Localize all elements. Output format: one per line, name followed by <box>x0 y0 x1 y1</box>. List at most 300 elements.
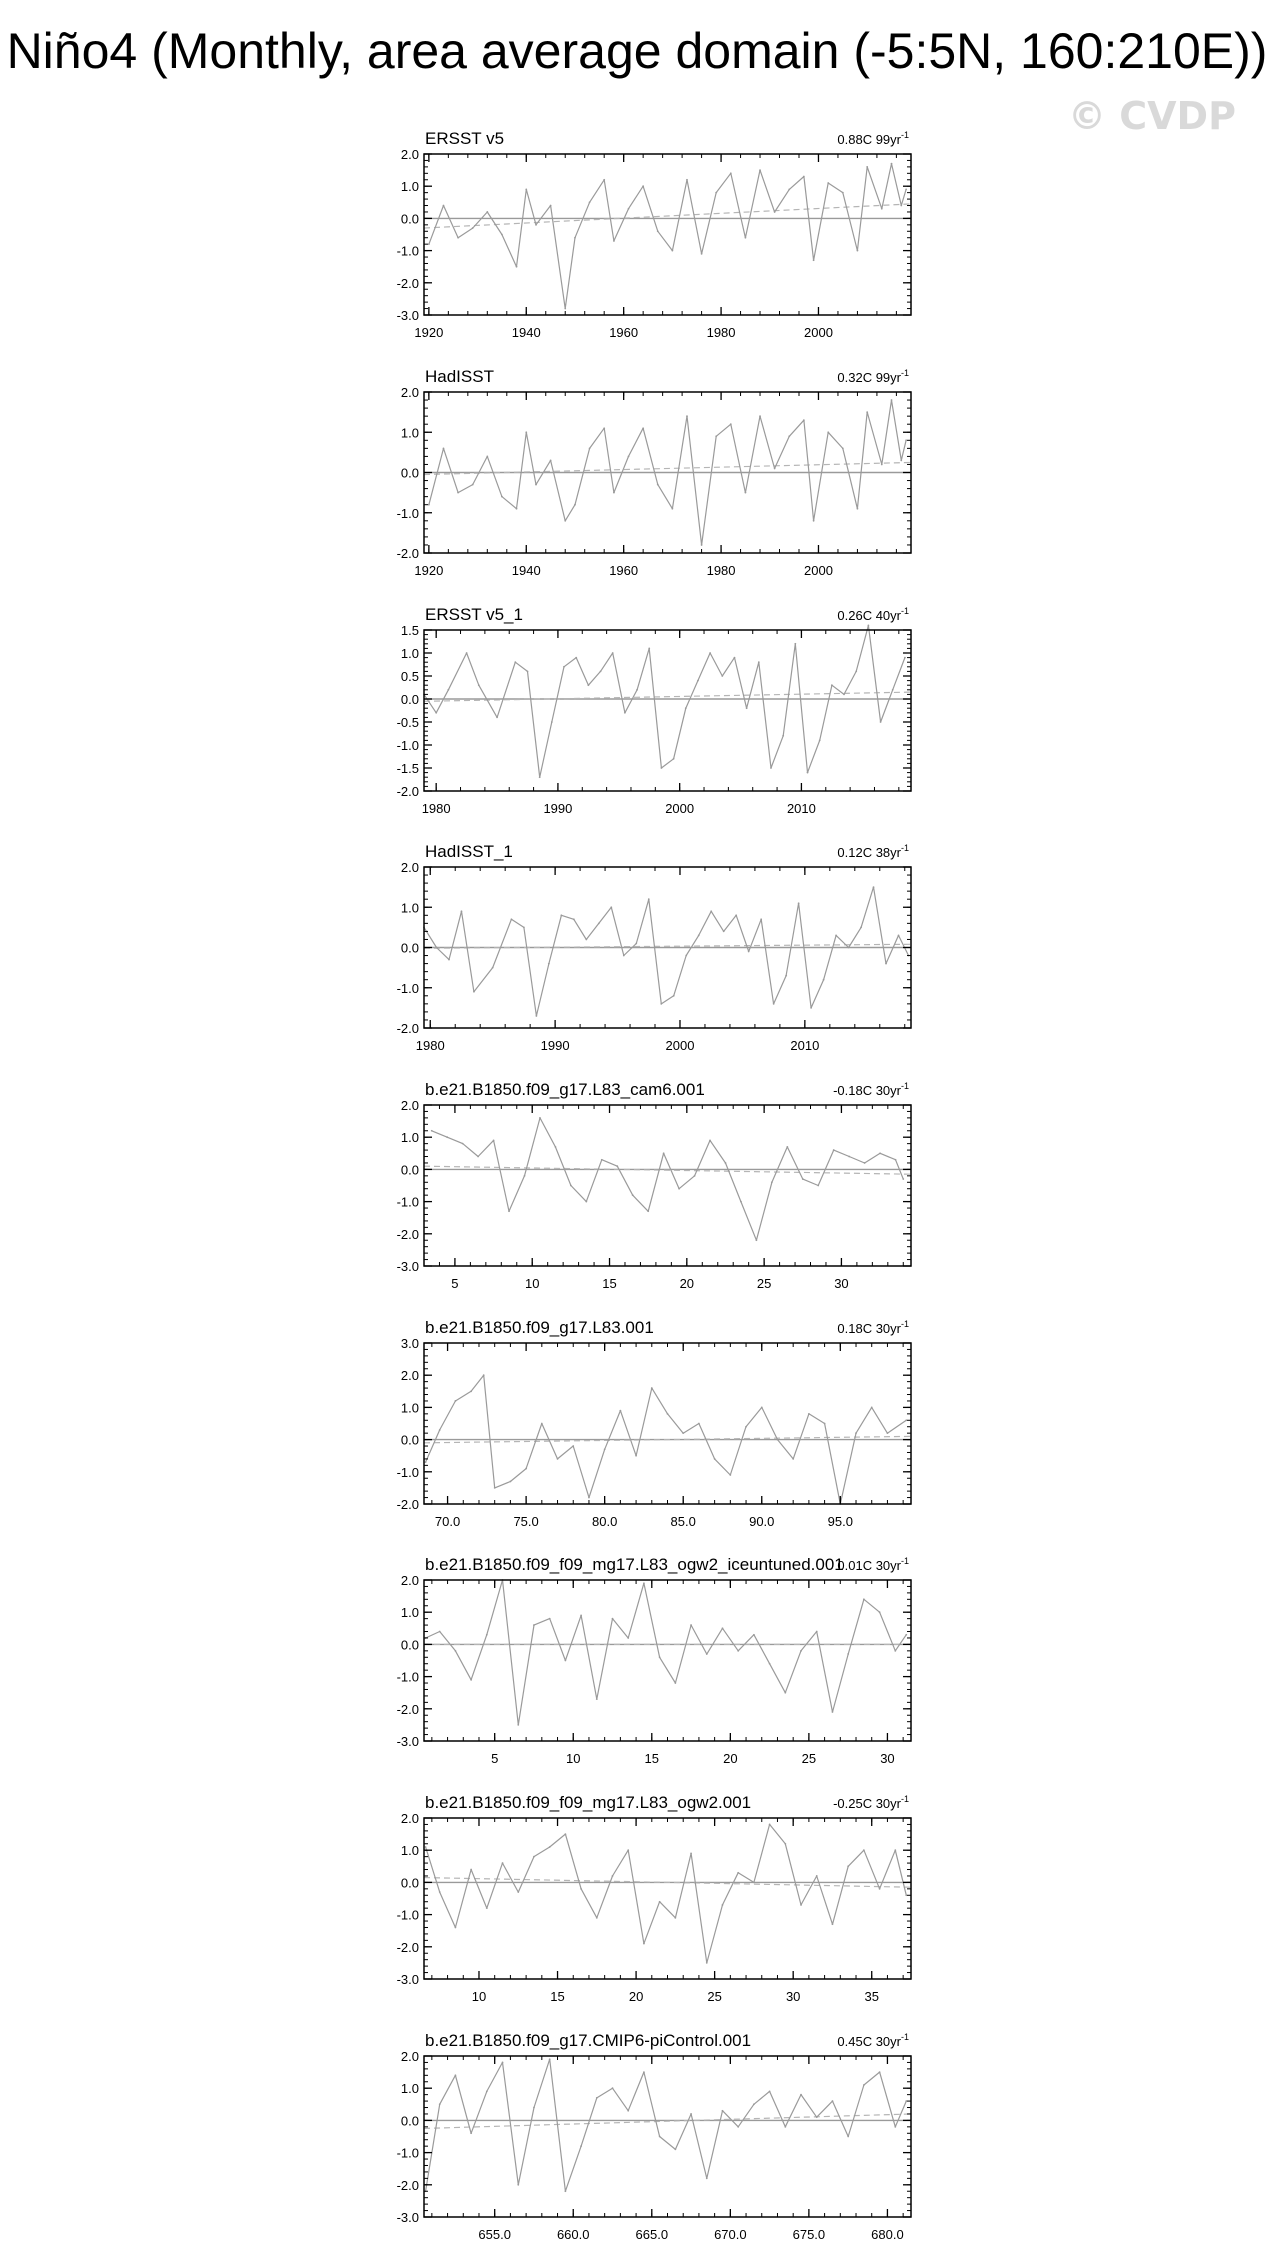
data-point <box>493 1140 495 1142</box>
x-tick-label: 5 <box>491 1751 499 1766</box>
plot-frame <box>424 2056 911 2217</box>
x-tick-label: 30 <box>880 1751 895 1766</box>
x-tick-label: 2000 <box>665 801 695 816</box>
x-tick-label: 1980 <box>706 325 736 340</box>
x-tick-label: 20 <box>679 1276 695 1291</box>
data-point <box>730 172 732 174</box>
data-point <box>863 2084 865 2086</box>
data-point <box>425 1846 427 1848</box>
data-point <box>725 1162 727 1164</box>
data-point <box>549 2058 551 2060</box>
data-point <box>905 1894 907 1896</box>
data-point <box>722 1627 724 1629</box>
data-point <box>635 1455 637 1457</box>
data-point <box>596 1917 598 1919</box>
data-point <box>715 192 717 194</box>
data-point <box>588 1497 590 1499</box>
data-point <box>428 243 430 245</box>
data-point <box>817 1185 819 1187</box>
data-point <box>486 2091 488 2093</box>
data-point <box>755 1239 757 1241</box>
series-line <box>426 2059 907 2191</box>
data-point <box>784 1843 786 1845</box>
x-tick-label: 35 <box>864 1989 879 2004</box>
data-point <box>785 975 787 977</box>
x-tick-label: 25 <box>801 1751 817 1766</box>
y-tick-label: 3.0 <box>400 1336 419 1351</box>
data-point <box>533 2107 535 2109</box>
data-point <box>612 1618 614 1620</box>
data-point <box>682 1432 684 1434</box>
data-point <box>628 456 630 458</box>
data-point <box>842 192 844 194</box>
data-point <box>483 1374 485 1376</box>
x-tick-label: 90.0 <box>749 1514 775 1529</box>
data-point <box>864 1162 866 1164</box>
data-point <box>881 208 883 210</box>
data-point <box>800 1650 802 1652</box>
data-point <box>627 1637 629 1639</box>
data-point <box>470 2132 472 2134</box>
data-point <box>674 2148 676 2150</box>
panel-8 <box>397 1793 911 2004</box>
plot-frame <box>424 1580 911 1741</box>
data-point <box>555 1146 557 1148</box>
y-tick-label: 0.0 <box>400 465 419 481</box>
data-point <box>894 1650 896 1652</box>
panel-title: ERSST v5_1 <box>425 605 523 624</box>
y-tick-label: 2.0 <box>400 1098 419 1113</box>
data-point <box>706 1962 708 1964</box>
data-point <box>564 520 566 522</box>
data-point <box>466 652 468 654</box>
data-point <box>808 1413 810 1415</box>
data-point <box>759 415 761 417</box>
trend-superscript: -1 <box>900 1556 909 1566</box>
data-point <box>502 2062 504 2064</box>
data-point <box>516 508 518 510</box>
data-point <box>827 182 829 184</box>
data-point <box>855 1432 857 1434</box>
data-point <box>788 189 790 191</box>
data-point <box>548 963 550 965</box>
data-point <box>580 1615 582 1617</box>
data-point <box>760 918 762 920</box>
x-tick-label: 5 <box>451 1276 459 1291</box>
y-tick-label: -2.0 <box>396 1497 419 1512</box>
data-point <box>898 935 900 937</box>
data-point <box>892 689 894 691</box>
y-tick-label: 0.0 <box>400 1875 419 1891</box>
y-tick-label: -2.0 <box>396 1939 419 1955</box>
data-point <box>612 2087 614 2089</box>
data-point <box>642 185 644 187</box>
data-point <box>580 1888 582 1890</box>
trend-value: 0.01C 30yr <box>837 1558 901 1573</box>
data-point <box>470 1390 472 1392</box>
data-point <box>694 1175 696 1177</box>
data-point <box>470 1679 472 1681</box>
data-point <box>824 1423 826 1425</box>
data-point <box>761 1407 763 1409</box>
panel-title: HadISST <box>425 367 494 386</box>
data-point <box>894 1849 896 1851</box>
data-point <box>777 1439 779 1441</box>
x-tick-label: 1960 <box>609 325 639 340</box>
data-point <box>596 1698 598 1700</box>
x-tick-label: 15 <box>602 1276 617 1291</box>
data-point <box>470 1869 472 1871</box>
data-point <box>737 1650 739 1652</box>
x-tick-label: 10 <box>471 1989 487 2004</box>
x-tick-label: 665.0 <box>635 2227 669 2242</box>
data-point <box>891 163 893 165</box>
data-point <box>457 492 459 494</box>
y-tick-label: -0.5 <box>396 715 419 730</box>
data-point <box>746 707 748 709</box>
plot-frame <box>424 1105 911 1266</box>
data-point <box>722 2110 724 2112</box>
data-point <box>486 456 488 458</box>
data-point <box>782 735 784 737</box>
data-point <box>706 1653 708 1655</box>
trend-value: -0.18C 30yr <box>833 1083 901 1098</box>
y-tick-label: 0.0 <box>400 692 419 707</box>
data-point <box>827 431 829 433</box>
data-point <box>585 1201 587 1203</box>
panel-6 <box>397 1318 911 1529</box>
data-point <box>900 460 902 462</box>
data-point <box>539 776 541 778</box>
data-point <box>855 671 857 673</box>
data-point <box>575 657 577 659</box>
x-tick-label: 20 <box>723 1751 738 1766</box>
panel-7 <box>397 1555 911 1766</box>
data-point <box>803 176 805 178</box>
data-point <box>674 1917 676 1919</box>
data-point <box>563 666 565 668</box>
data-point <box>613 492 615 494</box>
data-point <box>455 1927 457 1929</box>
plot-frame <box>424 630 911 791</box>
data-point <box>729 1474 731 1476</box>
panel-title: b.e21.B1850.f09_g17.CMIP6-piControl.001 <box>425 2031 752 2050</box>
data-point <box>832 1923 834 1925</box>
trend-label <box>837 368 909 385</box>
data-point <box>813 520 815 522</box>
data-point <box>753 1882 755 1884</box>
data-point <box>881 464 883 466</box>
data-point <box>857 508 859 510</box>
trend-superscript: -1 <box>900 130 909 140</box>
data-point <box>486 1634 488 1636</box>
data-point <box>685 707 687 709</box>
x-tick-label: 1980 <box>706 563 736 578</box>
data-point <box>659 1656 661 1658</box>
data-point <box>723 931 725 933</box>
data-point <box>887 1432 889 1434</box>
data-point <box>517 1891 519 1893</box>
data-point <box>788 435 790 437</box>
data-point <box>564 308 566 310</box>
data-point <box>690 2113 692 2115</box>
data-point <box>462 1143 464 1145</box>
trend-superscript: -1 <box>900 606 909 616</box>
y-tick-label: 1.5 <box>400 623 419 638</box>
data-point <box>525 431 527 433</box>
y-tick-label: -3.0 <box>396 1972 419 1987</box>
data-point <box>773 1003 775 1005</box>
data-point <box>461 910 463 912</box>
trend-line <box>424 204 911 228</box>
data-point <box>905 439 907 441</box>
data-point <box>714 1458 716 1460</box>
data-point <box>589 201 591 203</box>
data-point <box>800 2094 802 2096</box>
data-point <box>502 1862 504 1864</box>
data-point <box>745 237 747 239</box>
data-point <box>807 772 809 774</box>
data-point <box>904 657 906 659</box>
data-point <box>439 1891 441 1893</box>
panel-title: b.e21.B1850.f09_g17.L83_cam6.001 <box>425 1080 705 1099</box>
data-point <box>905 2100 907 2102</box>
data-point <box>642 427 644 429</box>
y-tick-label: 1.0 <box>400 1130 419 1146</box>
y-tick-label: 0.5 <box>400 669 419 684</box>
data-point <box>511 918 513 920</box>
y-tick-label: 0.0 <box>400 211 419 227</box>
data-point <box>737 2126 739 2128</box>
y-tick-label: -2.0 <box>396 2177 419 2193</box>
data-point <box>527 671 529 673</box>
data-point <box>473 991 475 993</box>
x-tick-label: 15 <box>644 1751 660 1766</box>
data-point <box>573 918 575 920</box>
data-point <box>660 1003 662 1005</box>
y-tick-label: -2.0 <box>396 546 419 561</box>
x-tick-label: 1920 <box>414 325 444 340</box>
data-point <box>771 1181 773 1183</box>
x-tick-label: 80.0 <box>592 1514 618 1529</box>
data-point <box>701 253 703 255</box>
data-point <box>847 1865 849 1867</box>
data-point <box>810 1007 812 1009</box>
data-point <box>472 227 474 229</box>
data-point <box>616 1165 618 1167</box>
data-point <box>564 1660 566 1662</box>
x-tick-label: 1940 <box>511 325 541 340</box>
data-point <box>879 1611 881 1613</box>
y-tick-label: 1.0 <box>400 179 419 195</box>
trend-label <box>833 1081 909 1098</box>
data-point <box>635 943 637 945</box>
x-tick-label: 1980 <box>415 1038 445 1053</box>
data-point <box>496 717 498 719</box>
data-point <box>574 504 576 506</box>
data-point <box>753 1634 755 1636</box>
data-point <box>722 1904 724 1906</box>
y-tick-label: -3.0 <box>396 1734 419 1749</box>
y-tick-label: -2.0 <box>396 1226 419 1242</box>
plot-frame <box>424 1818 911 1979</box>
y-tick-label: -1.0 <box>396 1464 419 1480</box>
y-tick-label: -1.0 <box>396 2145 419 2161</box>
y-tick-label: -3.0 <box>396 1259 419 1274</box>
data-point <box>612 1875 614 1877</box>
data-point <box>492 967 494 969</box>
data-point <box>686 415 688 417</box>
data-point <box>549 1846 551 1848</box>
data-point <box>671 508 673 510</box>
data-point <box>794 643 796 645</box>
trend-line <box>424 1166 911 1174</box>
data-point <box>753 2103 755 2105</box>
data-point <box>550 205 552 207</box>
data-point <box>873 886 875 888</box>
y-tick-label: 2.0 <box>400 147 419 162</box>
data-point <box>439 1429 441 1431</box>
data-point <box>648 648 650 650</box>
data-point <box>769 1663 771 1665</box>
data-point <box>709 652 711 654</box>
data-point <box>596 2097 598 2099</box>
series-line <box>426 1580 907 1725</box>
data-point <box>685 955 687 957</box>
data-point <box>715 435 717 437</box>
data-point <box>601 1159 603 1161</box>
y-tick-label: 0.0 <box>400 1637 419 1653</box>
data-point <box>848 1156 850 1158</box>
y-tick-label: 1.0 <box>400 1605 419 1621</box>
data-point <box>745 1426 747 1428</box>
data-point <box>643 1582 645 1584</box>
data-point <box>501 234 503 236</box>
data-point <box>671 250 673 252</box>
data-point <box>895 1159 897 1161</box>
data-point <box>478 684 480 686</box>
data-point <box>706 2177 708 2179</box>
y-tick-label: 2.0 <box>400 1368 419 1384</box>
data-point <box>477 1156 479 1158</box>
data-point <box>636 689 638 691</box>
data-point <box>455 2074 457 2076</box>
data-point <box>604 1448 606 1450</box>
trend-label <box>837 2032 909 2049</box>
x-tick-label: 70.0 <box>434 1514 461 1529</box>
data-point <box>759 169 761 171</box>
data-point <box>560 914 562 916</box>
data-point <box>866 166 868 168</box>
trend-superscript: -1 <box>900 1081 909 1091</box>
data-point <box>833 1149 835 1151</box>
data-point <box>624 712 626 714</box>
data-point <box>905 1634 907 1636</box>
trend-label <box>837 130 909 147</box>
data-point <box>686 179 688 181</box>
data-point <box>867 625 869 627</box>
data-point <box>657 484 659 486</box>
data-point <box>455 1650 457 1652</box>
plot-frame <box>424 154 911 315</box>
data-point <box>589 447 591 449</box>
panel-4 <box>397 842 911 1053</box>
data-point <box>425 1461 427 1463</box>
data-point <box>651 1387 653 1389</box>
data-point <box>835 935 837 937</box>
data-point <box>816 1875 818 1877</box>
data-point <box>902 1178 904 1180</box>
x-tick-label: 670.0 <box>714 2227 747 2242</box>
data-point <box>494 1487 496 1489</box>
data-point <box>879 2071 881 2073</box>
data-point <box>517 2184 519 2186</box>
trend-value: -0.25C 30yr <box>833 1796 901 1811</box>
trend-value: 0.88C 99yr <box>837 132 901 147</box>
data-point <box>572 1445 574 1447</box>
data-point <box>508 1210 510 1212</box>
data-point <box>612 652 614 654</box>
trend-label <box>837 606 909 623</box>
x-tick-label: 1990 <box>543 801 573 816</box>
data-point <box>673 758 675 760</box>
data-point <box>455 1400 457 1402</box>
data-point <box>803 419 805 421</box>
panel-1 <box>397 129 911 340</box>
data-point <box>525 189 527 191</box>
y-tick-label: 2.0 <box>400 1573 419 1588</box>
data-point <box>524 1175 526 1177</box>
data-point <box>486 1907 488 1909</box>
data-point <box>436 947 438 949</box>
y-tick-label: 2.0 <box>400 2049 419 2064</box>
data-point <box>819 740 821 742</box>
data-point <box>857 250 859 252</box>
y-tick-label: -1.0 <box>396 1669 419 1685</box>
x-tick-label: 1990 <box>540 1038 570 1053</box>
data-point <box>447 689 449 691</box>
y-tick-label: -1.0 <box>396 243 419 259</box>
x-tick-label: 20 <box>628 1989 644 2004</box>
data-point <box>533 1624 535 1626</box>
data-point <box>866 411 868 413</box>
data-point <box>564 1833 566 1835</box>
data-point <box>627 1849 629 1851</box>
data-point <box>905 189 907 191</box>
y-tick-label: 2.0 <box>400 385 419 400</box>
trend-superscript: -1 <box>900 2032 909 2042</box>
x-tick-label: 660.0 <box>556 2227 590 2242</box>
x-tick-label: 30 <box>785 1989 801 2004</box>
data-point <box>737 1872 739 1874</box>
trend-superscript: -1 <box>900 843 909 853</box>
data-point <box>514 661 516 663</box>
y-tick-label: -2.0 <box>396 1021 419 1036</box>
data-point <box>439 1631 441 1633</box>
data-point <box>603 179 605 181</box>
x-tick-label: 75.0 <box>513 1514 539 1529</box>
data-point <box>786 1146 788 1148</box>
watermark: © CVDP <box>1068 94 1236 138</box>
data-point <box>541 1423 543 1425</box>
panel-title: b.e21.B1850.f09_f09_mg17.L83_ogw2.001 <box>425 1793 752 1812</box>
data-point <box>748 951 750 953</box>
data-point <box>539 1117 541 1119</box>
data-point <box>443 447 445 449</box>
y-tick-label: 0.0 <box>400 2113 419 2129</box>
data-point <box>843 694 845 696</box>
data-point <box>667 1413 669 1415</box>
